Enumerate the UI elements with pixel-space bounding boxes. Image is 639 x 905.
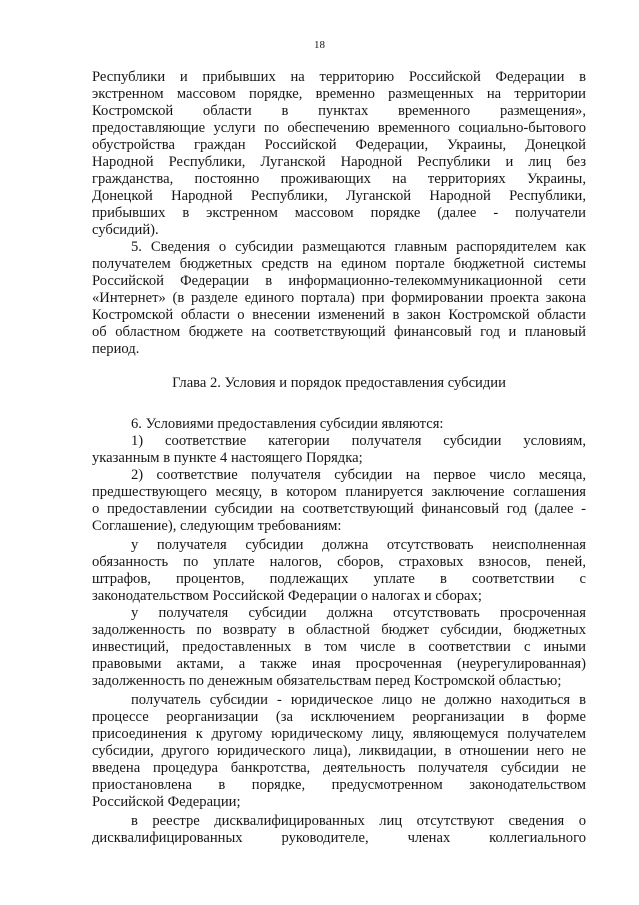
text-line: предшествующего месяцу, в котором планируется заключение соглашения — [92, 484, 586, 500]
text-line: 6. Условиями предоставления субсидии являются: — [131, 416, 444, 432]
text-line: Российской Федерации в информационно-телекоммуникационной сети — [92, 273, 586, 289]
text-line: предоставляющие услуги по обеспечению временного социально-бытового — [92, 120, 586, 136]
text-line: правовыми актами, а также иная просроченная (неурегулированная) — [92, 656, 586, 672]
text-line: задолженность по денежным обязательствам перед Костромской областью; — [92, 673, 562, 689]
text-line: у получателя субсидии должна отсутствовать неисполненная — [131, 537, 586, 553]
text-line: законодательством Российской Федерации о налогах и сборах; — [92, 588, 482, 604]
text-line: присоединения к другому юридическому лицу, являющемуся получателем — [92, 726, 586, 742]
text-line: введена процедура банкротства, деятельность получателя субсидии не — [92, 760, 586, 776]
text-line: прибывших в экстренном массовом порядке (далее - получатели — [92, 205, 586, 221]
text-line: Народной Республики, Луганской Народной Республики и лиц без — [92, 154, 586, 170]
text-line: обязанность по уплате налогов, сборов, страховых взносов, пеней, — [92, 554, 586, 570]
text-line: о предоставлении субсидии на соответствующий финансовый год (далее - — [92, 501, 586, 517]
text-line: период. — [92, 341, 140, 357]
text-line: приостановлена в порядке, предусмотренном законодательством — [92, 777, 586, 793]
text-line: Соглашение), следующим требованиям: — [92, 518, 342, 534]
text-line: гражданства, постоянно проживающих на территориях Украины, — [92, 171, 586, 187]
text-line: Костромской области в пунктах временного размещения», — [92, 103, 586, 119]
page-number: 18 — [314, 39, 325, 51]
text-line: 5. Сведения о субсидии размещаются главным распорядителем как — [131, 239, 586, 255]
text-line: субсидии, другого юридического лица), ликвидации, в отношении него не — [92, 743, 586, 759]
text-line: субсидий). — [92, 222, 159, 238]
text-line: Российской Федерации; — [92, 794, 241, 810]
text-line: «Интернет» (в разделе единого портала) при формировании проекта закона — [92, 290, 586, 306]
text-line: Донецкой Народной Республики, Луганской Народной Республики, — [92, 188, 586, 204]
text-line: Костромской области о внесении изменений в закон Костромской области — [92, 307, 586, 323]
text-line: получателем бюджетных средств на едином портале бюджетной системы — [92, 256, 586, 272]
text-line: у получателя субсидии должна отсутствовать просроченная — [131, 605, 586, 621]
text-line: об областном бюджете на соответствующий финансовый год и плановый — [92, 324, 586, 340]
text-line: дисквалифицированных руководителе, членах коллегиального — [92, 830, 586, 846]
text-line: 1) соответствие категории получателя субсидии условиям, — [131, 433, 586, 449]
chapter-heading: Глава 2. Условия и порядок предоставления субсидии — [172, 375, 506, 391]
text-line: 2) соответствие получателя субсидии на первое число месяца, — [131, 467, 586, 483]
text-line: экстренном массовом порядке, временно размещенных на территории — [92, 86, 586, 102]
text-line: штрафов, процентов, подлежащих уплате в соответствии с — [92, 571, 586, 587]
text-line: обустройства граждан Российской Федерации, Украины, Донецкой — [92, 137, 586, 153]
text-line: в реестре дисквалифицированных лиц отсутствуют сведения о — [131, 813, 586, 829]
text-line: процессе реорганизации (за исключением реорганизации в форме — [92, 709, 586, 725]
text-line: инвестиций, предоставленных в том числе в соответствии с иными — [92, 639, 586, 655]
text-line: получатель субсидии - юридическое лицо не должно находиться в — [131, 692, 586, 708]
text-line: задолженность по возврату в областной бюджет субсидии, бюджетных — [92, 622, 586, 638]
text-line: Республики и прибывших на территорию Российской Федерации в — [92, 69, 586, 85]
text-line: указанным в пункте 4 настоящего Порядка; — [92, 450, 363, 466]
